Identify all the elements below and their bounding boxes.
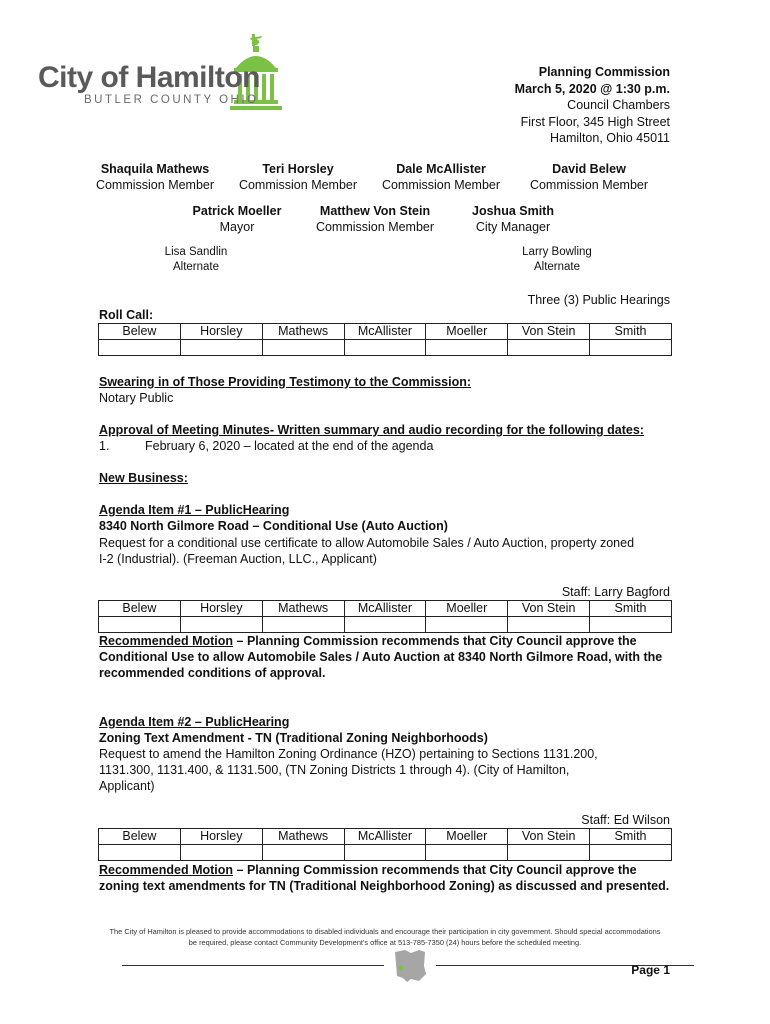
member-name: Matthew Von Stein: [319, 204, 431, 218]
column-header: Horsley: [180, 829, 262, 845]
member-name: Patrick Moeller: [192, 204, 282, 218]
vote-cell: [344, 340, 426, 356]
minutes-item-number: 1.: [99, 439, 110, 453]
column-header: Belew: [99, 829, 181, 845]
new-business-heading: New Business:: [99, 471, 188, 485]
vote-cell: [99, 845, 181, 861]
column-header: Von Stein: [508, 601, 590, 617]
agenda-item-2-desc: Request to amend the Hamilton Zoning Ordinance (HZO) pertaining to Sections 1131.200,: [99, 747, 598, 761]
footer-rule-left: [122, 965, 384, 966]
column-header: Moeller: [426, 601, 508, 617]
agenda-item-1-subheading: 8340 North Gilmore Road – Conditional Use (Auto Auction): [99, 519, 448, 533]
vote-cell: [590, 617, 672, 633]
column-header: Von Stein: [508, 829, 590, 845]
meeting-floor: First Floor, 345 High Street: [520, 114, 670, 129]
column-header: Mathews: [262, 601, 344, 617]
minutes-item: February 6, 2020 – located at the end of the agenda: [145, 439, 434, 453]
agenda-item-2-heading: Agenda Item #2 – PublicHearing: [99, 715, 290, 729]
roll-call-label: Roll Call:: [99, 308, 154, 322]
column-header: Moeller: [426, 324, 508, 340]
alternate-name: Larry Bowling: [522, 246, 592, 258]
agenda-item-1-heading: Agenda Item #1 – PublicHearing: [99, 503, 290, 517]
member-name: Joshua Smith: [472, 204, 554, 218]
page-number: Page 1: [631, 963, 670, 977]
member-mcallister: [382, 161, 500, 193]
member-role: Commission Member: [238, 178, 358, 192]
vote-cell: [508, 845, 590, 861]
column-header: Smith: [590, 324, 672, 340]
meeting-location: Council Chambers: [567, 98, 670, 112]
motion-text: – Planning Commission recommends that City Council approve the: [233, 863, 637, 877]
vote-cell: [180, 845, 262, 861]
hearings-count: Three (3) Public Hearings: [527, 293, 670, 307]
column-header: Smith: [590, 829, 672, 845]
column-header: Horsley: [180, 324, 262, 340]
vote-cell: [508, 340, 590, 356]
member-name: David Belew: [552, 162, 626, 176]
item-1-vote-table: [98, 600, 672, 633]
member-name: Dale McAllister: [396, 162, 486, 176]
agenda-item-1-desc: I-2 (Industrial). (Freeman Auction, LLC., Applicant): [99, 552, 377, 566]
agenda-item-2-subheading: Zoning Text Amendment - TN (Traditional Zoning Neighborhoods): [99, 731, 488, 745]
member-role: Commission Member: [381, 178, 501, 192]
column-header: Mathews: [262, 829, 344, 845]
column-header: Horsley: [180, 601, 262, 617]
swearing-heading: Swearing in of Those Providing Testimony to the Commission:: [99, 375, 472, 389]
member-role: Mayor: [219, 220, 255, 234]
accommodations-line: be required, please contact Community Development's office at 513-785-7350 (24) hours before the scheduled meeting.: [188, 938, 582, 947]
column-header: McAllister: [344, 324, 426, 340]
vote-cell: [590, 845, 672, 861]
vote-cell: [426, 845, 508, 861]
agenda-item-2-desc: 1131.300, 1131.400, & 1131.500, (TN Zoning Districts 1 through 4). (City of Hamilton,: [99, 763, 570, 777]
column-header: Smith: [590, 601, 672, 617]
meeting-header: [515, 64, 670, 147]
vote-cell: [99, 340, 181, 356]
vote-cell: [508, 617, 590, 633]
motion-label: Recommended Motion: [99, 863, 234, 877]
alternate-role: Alternate: [172, 261, 220, 273]
meeting-date: March 5, 2020 @ 1:30 p.m.: [514, 81, 670, 96]
vote-cell: [262, 617, 344, 633]
member-horsley: [239, 161, 357, 193]
alternate-sandlin: [165, 245, 228, 275]
agenda-item-2-motion-line: zoning text amendments for TN (Traditional Neighborhood Zoning) as discussed and presented.: [99, 879, 670, 893]
column-header: Belew: [99, 601, 181, 617]
member-role: Commission Member: [529, 178, 649, 192]
logo-title: City of Hamilton: [38, 61, 260, 94]
agenda-item-1-motion-line: Conditional Use to allow Automobile Sales / Auto Auction at 8340 North Gilmore Road, with the: [99, 650, 663, 664]
roll-call-table: [98, 323, 672, 356]
agenda-item-2-staff: Staff: Ed Wilson: [581, 813, 670, 827]
member-role: Commission Member: [315, 220, 435, 234]
member-name: Teri Horsley: [262, 162, 334, 176]
vote-cell: [426, 617, 508, 633]
vote-cell: [344, 845, 426, 861]
accommodations-note: [100, 926, 670, 948]
vote-cell: [262, 340, 344, 356]
vote-cell: [426, 340, 508, 356]
vote-cell: [344, 617, 426, 633]
swearing-text: Notary Public: [99, 391, 174, 405]
member-smith: [472, 203, 554, 235]
column-header: McAllister: [344, 829, 426, 845]
vote-cell: [99, 617, 181, 633]
vote-cell: [262, 845, 344, 861]
accommodations-line: The City of Hamilton is pleased to provide accommodations to disabled individuals and encourage their participation in city government. Should special accommodations: [109, 927, 661, 936]
vote-cell: [590, 340, 672, 356]
alternate-role: Alternate: [533, 261, 581, 273]
minutes-heading: Approval of Meeting Minutes- Written summary and audio recording for the following dates:: [99, 423, 644, 437]
agenda-item-1-staff: Staff: Larry Bagford: [561, 585, 670, 599]
member-belew: [530, 161, 648, 193]
member-moeller: [193, 203, 282, 235]
vote-cell: [180, 340, 262, 356]
meeting-body: Planning Commission: [538, 65, 670, 79]
agenda-item-1-motion-line: recommended conditions of approval.: [99, 666, 326, 680]
agenda-item-1-motion: [99, 633, 637, 650]
alternate-bowling: [522, 245, 592, 275]
agenda-item-1-desc: Request for a conditional use certificate to allow Automobile Sales / Auto Auction, property zoned: [99, 536, 635, 550]
motion-text: – Planning Commission recommends that City Council approve the: [233, 634, 637, 648]
column-header: Von Stein: [508, 324, 590, 340]
agenda-item-2-motion: [99, 862, 637, 879]
member-role: Commission Member: [95, 178, 215, 192]
ohio-state-icon: [393, 948, 427, 984]
column-header: Mathews: [262, 324, 344, 340]
alternate-name: Lisa Sandlin: [164, 246, 228, 258]
vote-cell: [180, 617, 262, 633]
member-role: City Manager: [475, 220, 551, 234]
column-header: Moeller: [426, 829, 508, 845]
column-header: McAllister: [344, 601, 426, 617]
member-von-stein: [316, 203, 434, 235]
column-header: Belew: [99, 324, 181, 340]
item-2-vote-table: [98, 828, 672, 861]
meeting-city: Hamilton, Ohio 45011: [550, 131, 670, 145]
member-mathews: [96, 161, 214, 193]
member-name: Shaquila Mathews: [100, 162, 210, 176]
logo-subtitle: BUTLER COUNTY OHIO: [84, 94, 259, 106]
agenda-item-2-desc: Applicant): [99, 779, 155, 793]
motion-label: Recommended Motion: [99, 634, 234, 648]
